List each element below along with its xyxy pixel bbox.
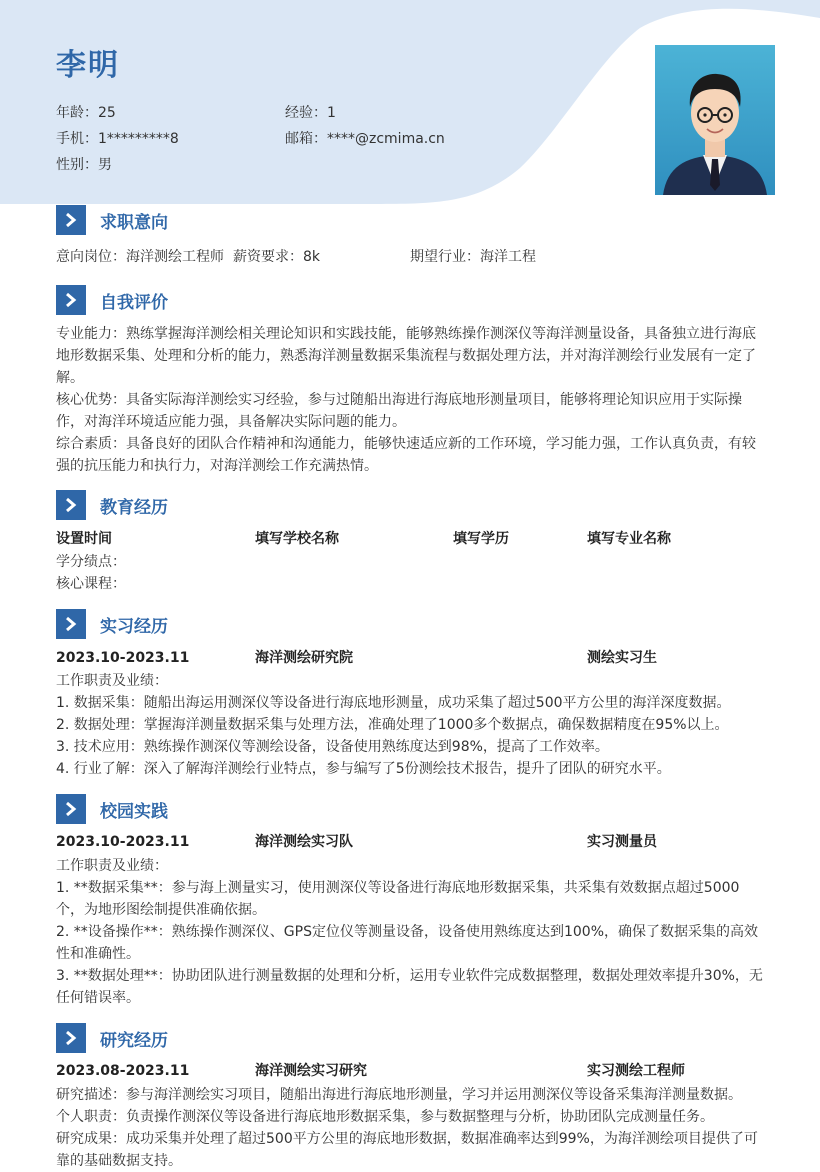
campus-date: 2023.10-2023.11 <box>56 834 190 850</box>
internship-role: 测绘实习生 <box>587 650 657 666</box>
candidate-name: 李明 <box>56 48 120 83</box>
section-label: 求职意向 <box>100 213 168 233</box>
internship-org: 海洋测绘研究院 <box>255 650 353 666</box>
education-major: 填写专业名称 <box>587 531 671 547</box>
phone-info: 手机：1*********8 <box>56 131 179 147</box>
internship-item: 2. 数据处理：掌握海洋测量数据采集与处理方法，准确处理了1000多个数据点，确保数据精度在95%以上。 <box>56 717 729 733</box>
internship-item: 1. 数据采集：随船出海运用测深仪等设备进行海底地形测量，成功采集了超过500平方公里的海洋深度数据。 <box>56 695 731 711</box>
section-label: 校园实践 <box>100 802 168 822</box>
education-gpa: 学分绩点： <box>56 554 126 570</box>
age-info: 年龄：25 <box>56 105 116 121</box>
chevron-right-icon <box>56 1023 86 1053</box>
section-title-research <box>56 1023 764 1053</box>
section-label: 研究经历 <box>100 1031 168 1051</box>
section-title-campus <box>56 794 764 824</box>
salary-requirement: 薪资要求：8k <box>233 249 321 265</box>
campus-intro: 工作职责及业绩： <box>56 858 168 874</box>
self-eval-professional: 专业能力：熟练掌握海洋测绘相关理论知识和实践技能，能够熟练操作测深仪等海洋测量设备，具备独立进行海底地形数据采集、处理和分析的能力，熟悉海洋测量数据采集流程与数据处理方法，并对海洋测绘行业发展有一定了解。 <box>56 326 756 386</box>
research-role: 实习测绘工程师 <box>587 1063 685 1079</box>
chevron-right-icon <box>56 285 86 315</box>
research-result: 研究成果：成功采集并处理了超过500平方公里的海底地形数据，数据准确率达到99%，为海洋测绘项目提供了可靠的基础数据支持。 <box>56 1131 758 1169</box>
education-courses: 核心课程： <box>56 576 126 592</box>
section-label: 实习经历 <box>100 617 168 637</box>
campus-item: 3. **数据处理**：协助团队进行测量数据的处理和分析，运用专业软件完成数据整理，数据处理效率提升30%，无任何错误率。 <box>56 968 763 1006</box>
section-label: 教育经历 <box>100 498 168 518</box>
self-eval-core-strength: 核心优势：具备实际海洋测绘实习经验，参与过随船出海进行海底地形测量项目，能够将理论知识应用于实际操作，对海洋环境适应能力强，具备解决实际问题的能力。 <box>56 392 742 430</box>
research-date: 2023.08-2023.11 <box>56 1063 190 1079</box>
education-degree: 填写学历 <box>453 531 509 547</box>
campus-item: 1. **数据采集**：参与海上测量实习，使用测深仪等设备进行海底地形数据采集，共采集有效数据点超过5000个，为地形图绘制提供准确依据。 <box>56 880 740 918</box>
self-eval-overall: 综合素质：具备良好的团队合作精神和沟通能力，能够快速适应新的工作环境，学习能力强，工作认真负责，有较强的抗压能力和执行力，对海洋测绘工作充满热情。 <box>56 436 756 474</box>
internship-item: 3. 技术应用：熟练操作测深仪等测绘设备，设备使用熟练度达到98%，提高了工作效率。 <box>56 739 609 755</box>
education-time: 设置时间 <box>56 531 112 547</box>
avatar-photo <box>655 45 775 195</box>
chevron-right-icon <box>56 794 86 824</box>
experience-info: 经验：1 <box>285 105 336 121</box>
research-description: 研究描述：参与海洋测绘实习项目，随船出海进行海底地形测量，学习并运用测深仪等设备采集海洋测量数据。 <box>56 1087 742 1103</box>
internship-date: 2023.10-2023.11 <box>56 650 190 666</box>
campus-item: 2. **设备操作**：熟练操作测深仪、GPS定位仪等测量设备，设备使用熟练度达到100%，确保了数据采集的高效性和准确性。 <box>56 924 759 962</box>
section-title-self-evaluation <box>56 285 764 315</box>
research-org: 海洋测绘实习研究 <box>255 1063 367 1079</box>
chevron-right-icon <box>56 609 86 639</box>
campus-role: 实习测量员 <box>587 834 657 850</box>
chevron-right-icon <box>56 490 86 520</box>
section-title-intention <box>56 205 764 235</box>
research-duty: 个人职责：负责操作测深仪等设备进行海底地形数据采集，参与数据整理与分析，协助团队完成测量任务。 <box>56 1109 714 1125</box>
internship-intro: 工作职责及业绩： <box>56 673 168 689</box>
email-info: 邮箱：****@zcmima.cn <box>285 131 445 147</box>
expected-industry: 期望行业：海洋工程 <box>410 249 536 265</box>
intended-position: 意向岗位：海洋测绘工程师 <box>56 249 224 265</box>
internship-item: 4. 行业了解：深入了解海洋测绘行业特点，参与编写了5份测绘技术报告，提升了团队的研究水平。 <box>56 761 671 777</box>
chevron-right-icon <box>56 205 86 235</box>
education-school: 填写学校名称 <box>255 531 339 547</box>
section-title-internship <box>56 609 764 639</box>
section-label: 自我评价 <box>100 293 168 313</box>
section-title-education <box>56 490 764 520</box>
gender-info: 性别：男 <box>56 157 112 173</box>
campus-org: 海洋测绘实习队 <box>255 834 353 850</box>
